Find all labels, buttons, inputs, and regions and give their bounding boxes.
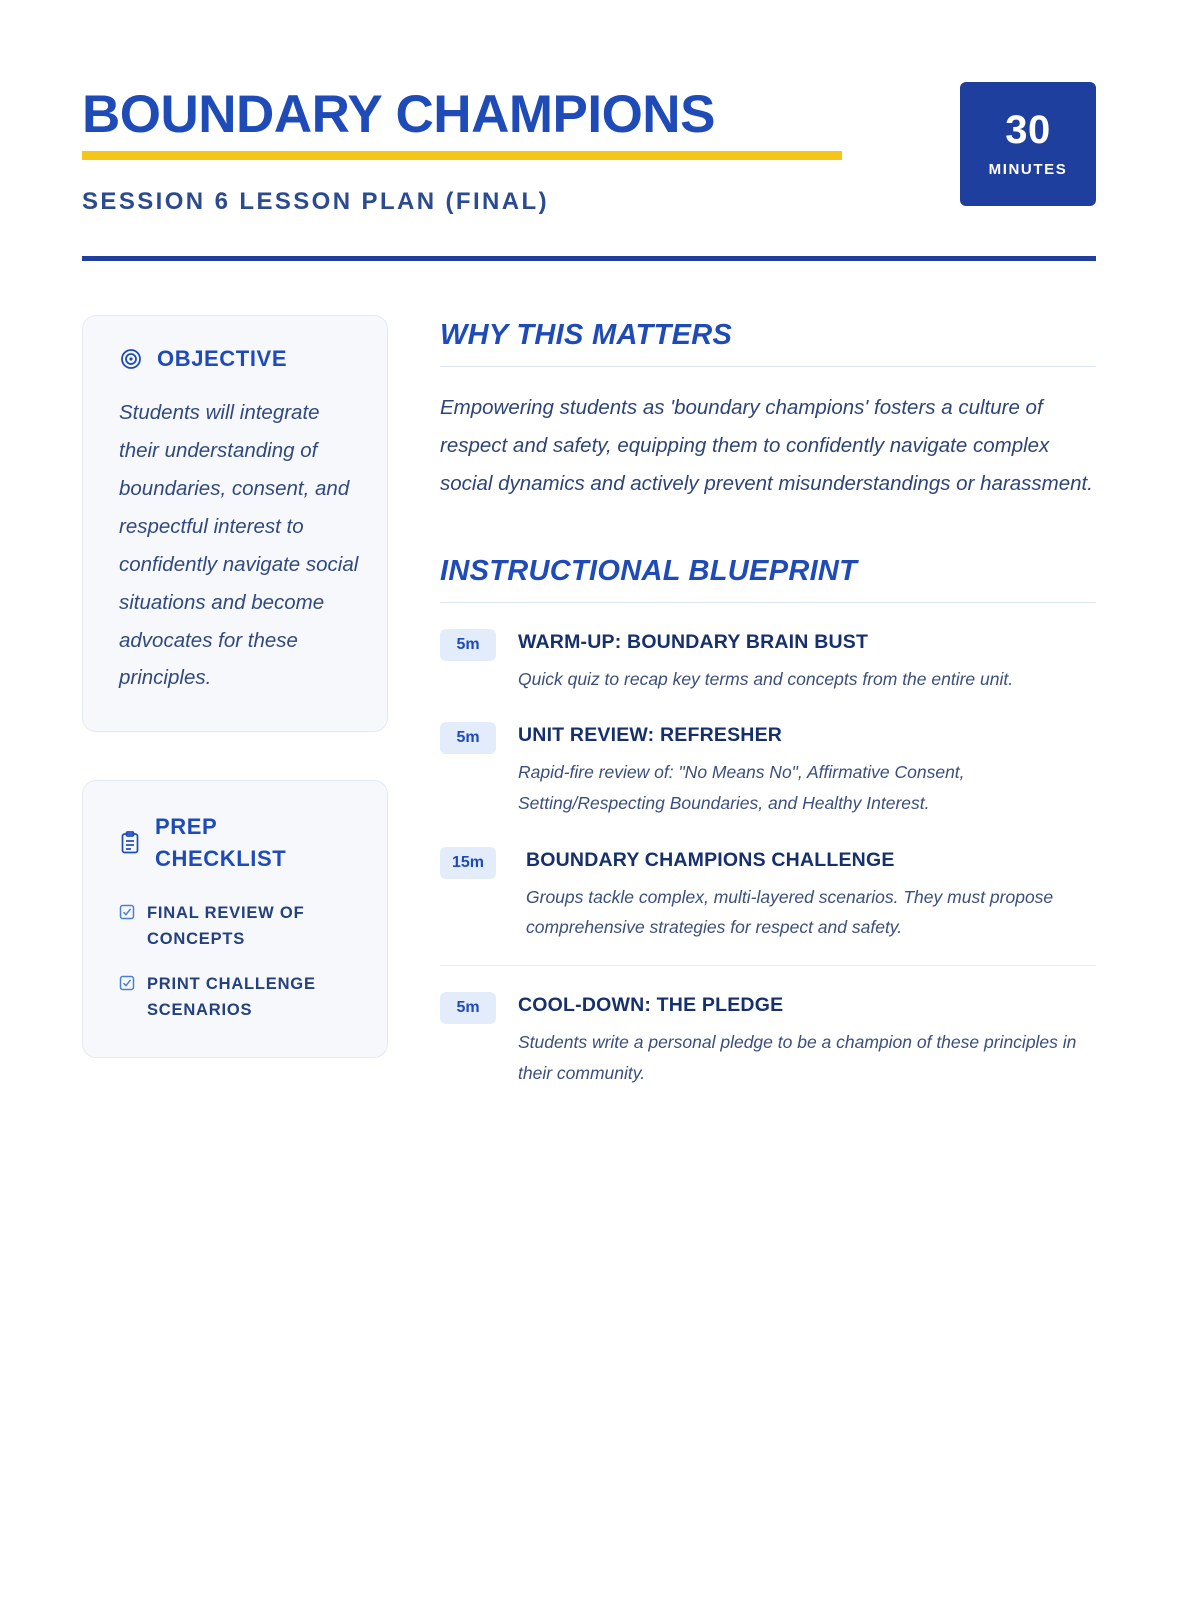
step-title: COOL-DOWN: THE PLEDGE: [518, 993, 784, 1016]
title-underline: [82, 151, 842, 160]
objective-text: Students will integrate their understanding of boundaries, consent, and respectful interest to confidently navigate social situations and become advocates for these principles.: [119, 401, 359, 690]
why-section-title: WHY THIS MATTERS: [440, 319, 733, 351]
main-column: [440, 315, 1096, 1110]
document-header: [82, 78, 1096, 216]
timeline-step[interactable]: [440, 965, 1096, 1110]
section-divider: [440, 366, 1096, 367]
blueprint-section-title: INSTRUCTIONAL BLUEPRINT: [440, 554, 858, 587]
step-duration-badge: 5m: [440, 992, 496, 1024]
duration-value: 30: [1005, 108, 1051, 152]
sidebar: [82, 315, 388, 1110]
list-item[interactable]: [119, 972, 359, 1023]
why-section-text: Empowering students as 'boundary champions' fosters a culture of respect and safety, equipping them to confidently navigate complex social dynamics and actively prevent misunderstandings or harassment.: [440, 396, 1093, 495]
section-divider: [440, 602, 1096, 603]
target-icon: [119, 347, 143, 371]
timeline-step[interactable]: [440, 841, 1096, 965]
prep-card-header: [119, 811, 359, 875]
step-description: Rapid-fire review of: "No Means No", Affirmative Consent, Setting/Respecting Boundaries, and Healthy Interest.: [518, 762, 965, 814]
timeline-step[interactable]: [440, 629, 1096, 717]
step-content: [518, 992, 1096, 1088]
step-content: [518, 629, 1096, 695]
prep-item-label: FINAL REVIEW OF CONCEPTS: [147, 904, 305, 948]
content-area: [82, 315, 1096, 1110]
step-title: UNIT REVIEW: REFRESHER: [518, 724, 783, 747]
objective-card-title: OBJECTIVE: [157, 346, 288, 371]
timeline-step[interactable]: [440, 716, 1096, 840]
prep-checklist-card: [82, 780, 388, 1058]
objective-card: [82, 315, 388, 732]
step-description: Quick quiz to recap key terms and concepts from the entire unit.: [518, 668, 1014, 689]
step-duration-badge: 5m: [440, 629, 496, 661]
step-content: [518, 847, 1096, 943]
duration-unit: MINUTES: [988, 161, 1068, 178]
header-divider: [82, 256, 1096, 261]
list-item[interactable]: [119, 901, 359, 952]
objective-card-header: [119, 346, 359, 372]
instructional-blueprint-section: [440, 555, 1096, 1110]
check-square-icon: [119, 901, 135, 920]
step-duration-badge: 15m: [440, 847, 496, 879]
page-title: BOUNDARY CHAMPIONS: [82, 85, 715, 144]
step-description: Students write a personal pledge to be a champion of these principles in their community.: [518, 1031, 1077, 1083]
step-content: [518, 722, 1096, 818]
step-duration-badge: 5m: [440, 722, 496, 754]
prep-item-label: PRINT CHALLENGE SCENARIOS: [147, 975, 316, 1019]
why-this-matters-section: [440, 319, 1096, 503]
prep-checklist: [119, 901, 359, 1023]
prep-card-title: PREP CHECKLIST: [155, 814, 287, 872]
step-description: Groups tackle complex, multi-layered scenarios. They must propose comprehensive strategies for respect and safety.: [526, 886, 1054, 938]
page-subtitle: SESSION 6 LESSON PLAN (FINAL): [82, 188, 549, 215]
duration-badge: [960, 82, 1096, 206]
clipboard-icon: [119, 831, 141, 855]
step-title: BOUNDARY CHAMPIONS CHALLENGE: [526, 848, 895, 871]
check-square-icon: [119, 972, 135, 991]
step-title: WARM-UP: BOUNDARY BRAIN BUST: [518, 630, 869, 653]
header-title-block: [82, 78, 842, 216]
blueprint-timeline: [440, 629, 1096, 1110]
